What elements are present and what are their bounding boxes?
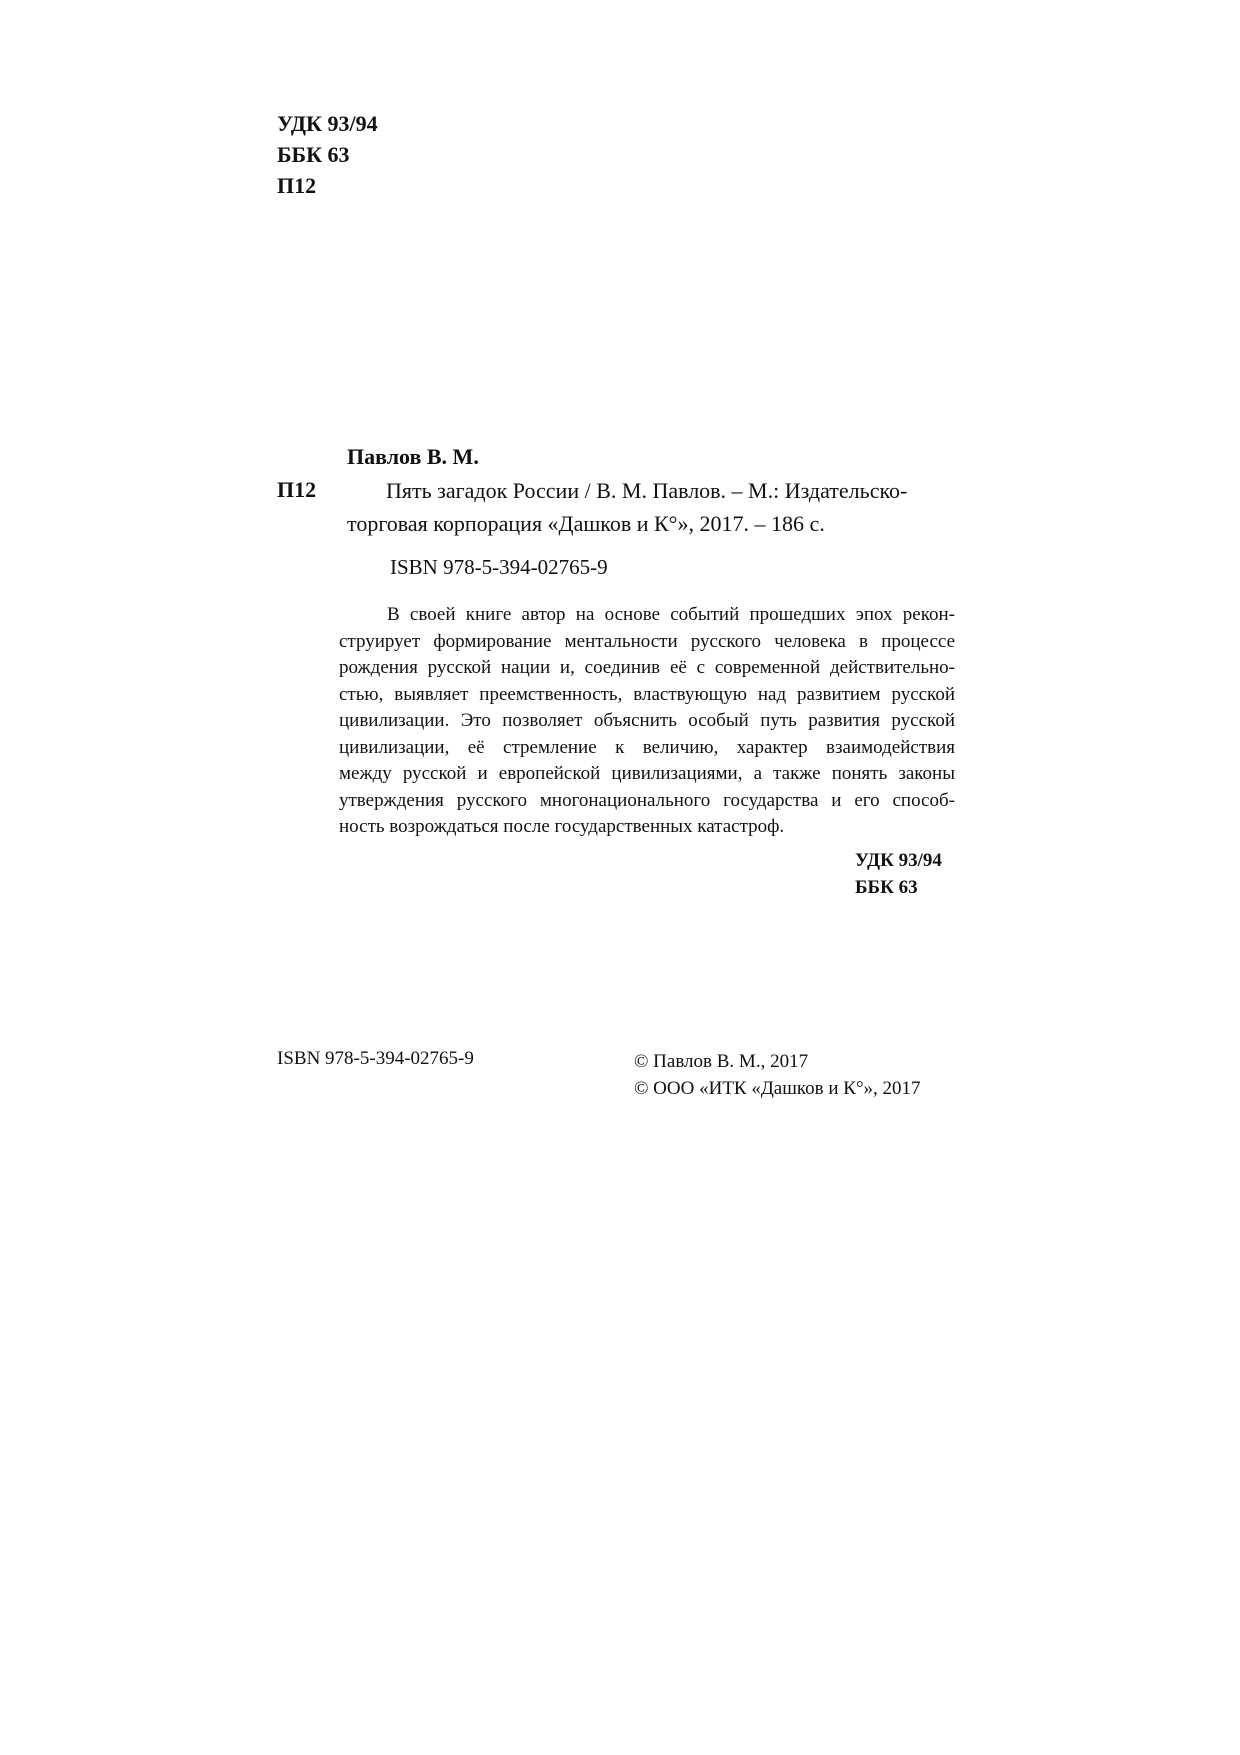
abstract-line: цивилизации. Это позволяет объяснить особый путь развития русской [339,710,955,731]
author-sign: П12 [277,173,317,198]
bbk-code: ББК 63 [277,142,350,167]
isbn: ISBN 978-5-394-02765-9 [390,555,608,579]
bibliographic-description [347,474,943,540]
abstract-line: утверждения русского многонационального государства и его способ- [339,789,955,811]
abstract-paragraph [339,602,955,841]
udk-code-bottom: УДК 93/94 [855,850,942,871]
abstract-line: цивилизации, её стремление к величию, характер взаимодействия [339,736,955,758]
udk-code: УДК 93/94 [277,111,378,136]
abstract-line: рождения русской нации и, соединив её с современной действительно- [339,657,955,678]
abstract-line: В своей книге автор на основе событий прошедших эпох рекон- [387,604,955,625]
author-name: Павлов В. М. [347,444,479,469]
biblio-line-2: торговая корпорация «Дашков и К°», 2017. – 186 с. [347,511,825,536]
bbk-code-bottom: ББК 63 [855,877,918,898]
entry-author-sign: П12 [277,477,317,502]
copyright-publisher: © ООО «ИТК «Дашков и К°», 2017 [634,1078,921,1099]
classification-codes [855,847,942,901]
biblio-line-1: Пять загадок России / В. М. Павлов. – М.: Издательско- [386,478,908,503]
abstract-line: струирует формирование ментальности русского человека в процессе [339,630,955,652]
copyright-block [634,1048,921,1102]
abstract-line: стью, выявляет преемственность, властвующую над развитием русской [339,683,955,705]
top-classification-codes [277,108,378,201]
copyright-author: © Павлов В. М., 2017 [634,1051,809,1072]
abstract-line: между русской и европейской цивилизациями, а также понять законы [339,763,955,784]
footer-isbn: ISBN 978-5-394-02765-9 [277,1048,474,1069]
abstract-line: ность возрождаться после государственных катастроф. [339,816,785,837]
